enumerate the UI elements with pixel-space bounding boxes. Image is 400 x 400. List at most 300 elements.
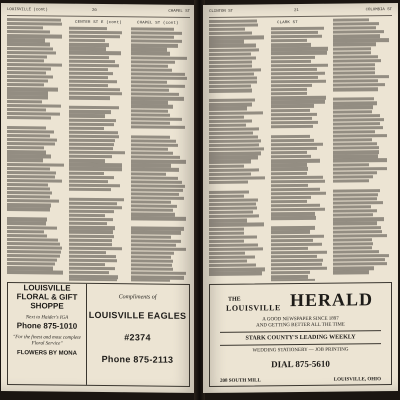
listing-line bbox=[131, 143, 178, 147]
herald-tagline-1: A GOOD NEWSPAPER SINCE 1897 bbox=[262, 316, 339, 323]
floral-location: Next to Haider's IGA bbox=[25, 315, 69, 321]
listing-line bbox=[271, 163, 307, 167]
listing-line bbox=[209, 211, 253, 215]
listing-line bbox=[271, 275, 308, 279]
listing-line bbox=[333, 134, 387, 138]
listing-line bbox=[209, 235, 257, 239]
listing-line bbox=[131, 121, 170, 125]
listing-line bbox=[271, 139, 314, 143]
listing-line bbox=[209, 36, 264, 40]
listing-line bbox=[131, 68, 172, 72]
listing-line bbox=[7, 187, 50, 191]
listing-line bbox=[7, 266, 53, 270]
listing-line bbox=[7, 230, 44, 234]
listing-line bbox=[209, 168, 259, 172]
listing-line bbox=[69, 155, 112, 159]
listing-line bbox=[271, 196, 311, 200]
left-ads-strip bbox=[7, 282, 190, 387]
floral-shoppe-ad bbox=[8, 283, 87, 385]
listing-line bbox=[333, 159, 387, 163]
listing-line bbox=[333, 110, 372, 114]
listing-line bbox=[209, 52, 251, 56]
listing-line bbox=[7, 43, 50, 47]
floral-phone: Phone 875-1010 bbox=[16, 321, 78, 331]
listing-line bbox=[7, 258, 57, 262]
listing-line bbox=[271, 88, 307, 92]
listing-line bbox=[333, 51, 371, 55]
listing-line bbox=[271, 255, 317, 259]
listing-line bbox=[131, 44, 178, 48]
listing-line bbox=[69, 147, 113, 151]
floral-name-1: LOUISVILLE bbox=[23, 283, 71, 293]
listing-line bbox=[69, 230, 113, 234]
listing-line bbox=[271, 188, 320, 192]
listing-line bbox=[209, 40, 244, 44]
herald-city: LOUISVILLE bbox=[226, 303, 281, 313]
listing-line bbox=[69, 192, 127, 198]
listing-line bbox=[7, 75, 53, 79]
listing-line bbox=[69, 126, 104, 130]
listing-line bbox=[131, 255, 171, 259]
listing-line bbox=[333, 214, 373, 218]
listing-line bbox=[209, 81, 257, 85]
listing-line bbox=[271, 184, 308, 188]
listing-line bbox=[271, 220, 329, 226]
listing-line bbox=[7, 47, 53, 51]
listing-line bbox=[7, 159, 43, 163]
listing-line bbox=[69, 175, 114, 179]
listing-line bbox=[131, 113, 170, 117]
listing-line bbox=[271, 192, 326, 196]
listing-line bbox=[271, 151, 307, 155]
listing-line bbox=[271, 179, 325, 183]
listing-line bbox=[69, 135, 119, 139]
listing-line bbox=[69, 67, 108, 71]
herald-phone: DIAL 875-5610 bbox=[271, 358, 330, 370]
listing-line bbox=[131, 139, 176, 143]
listing-line bbox=[131, 239, 181, 243]
listing-line bbox=[333, 34, 380, 38]
listing-line bbox=[69, 188, 111, 192]
listing-line bbox=[69, 251, 106, 255]
listing-line bbox=[333, 98, 374, 102]
listing-line bbox=[7, 191, 52, 195]
herald-printing: WEDDING STATIONERY — JOB PRINTING bbox=[252, 347, 349, 354]
listing-line bbox=[271, 279, 315, 281]
listing-line bbox=[271, 200, 307, 204]
listing-line bbox=[271, 112, 317, 116]
listing-line bbox=[69, 27, 107, 31]
listing-line bbox=[69, 242, 112, 246]
listing-line bbox=[7, 221, 46, 225]
listing-line bbox=[7, 150, 46, 154]
listing-line bbox=[209, 198, 258, 202]
listing-line bbox=[209, 135, 258, 139]
listing-line bbox=[7, 55, 47, 59]
listing-line bbox=[7, 126, 46, 130]
listing-line bbox=[69, 84, 108, 88]
listing-line bbox=[131, 35, 174, 39]
listing-line bbox=[271, 271, 310, 275]
listing-line bbox=[7, 138, 57, 142]
listing-line bbox=[131, 221, 189, 227]
listing-line bbox=[209, 243, 258, 247]
listing-line bbox=[69, 263, 105, 267]
left-header-left: LOUISVILLE (cont) bbox=[7, 8, 48, 13]
listing-line bbox=[209, 119, 252, 123]
listing-line bbox=[209, 144, 259, 148]
listing-line bbox=[131, 168, 179, 172]
divider bbox=[220, 343, 381, 346]
right-header-right: COLUMBIA ST bbox=[365, 8, 392, 13]
listing-line bbox=[333, 26, 376, 30]
listing-line bbox=[131, 52, 170, 56]
herald-ad bbox=[209, 282, 392, 387]
listing-line bbox=[209, 156, 258, 160]
listing-line bbox=[333, 146, 379, 150]
listing-line bbox=[7, 207, 50, 211]
listing-line bbox=[209, 215, 259, 219]
listing-line bbox=[69, 106, 119, 110]
eagles-name: LOUISVILLE EAGLES bbox=[88, 309, 187, 321]
listing-line bbox=[7, 134, 50, 138]
listing-line bbox=[69, 238, 112, 242]
listing-line bbox=[69, 47, 106, 51]
listing-line bbox=[209, 107, 247, 111]
listing-line bbox=[209, 77, 257, 81]
section-heading: CENTER ST E (cont) bbox=[75, 20, 122, 26]
right-header-left: CLINTON ST bbox=[209, 9, 234, 14]
listing-line bbox=[69, 118, 116, 122]
listing-line bbox=[333, 91, 391, 97]
listing-line bbox=[271, 84, 312, 88]
listing-line bbox=[209, 123, 246, 127]
listing-line bbox=[7, 96, 48, 100]
listing-line bbox=[69, 279, 117, 281]
listing-line bbox=[333, 75, 389, 79]
listing-line bbox=[271, 247, 308, 251]
listing-line bbox=[69, 259, 117, 263]
listing-line bbox=[7, 116, 51, 120]
section-heading: CLARK ST bbox=[277, 21, 298, 26]
listing-line bbox=[209, 164, 244, 168]
listing-line bbox=[131, 27, 174, 31]
listing-line bbox=[131, 129, 189, 135]
listing-line bbox=[131, 205, 177, 209]
listing-line bbox=[271, 92, 307, 96]
listing-line bbox=[271, 60, 311, 64]
listing-line bbox=[131, 101, 168, 105]
listing-line bbox=[333, 38, 389, 42]
listing-line bbox=[333, 163, 369, 167]
listing-line bbox=[69, 271, 109, 275]
left-header-right: CHAPEL ST bbox=[168, 9, 190, 14]
listing-line bbox=[209, 219, 247, 223]
listing-line bbox=[209, 180, 248, 184]
listing-line bbox=[333, 171, 377, 175]
listing-line bbox=[209, 44, 256, 48]
listing-line bbox=[333, 71, 375, 75]
listing-line bbox=[69, 100, 127, 106]
listing-line bbox=[333, 59, 381, 63]
listing-line bbox=[7, 83, 44, 87]
listing-line bbox=[69, 39, 105, 43]
listing-line bbox=[333, 250, 379, 254]
listing-line bbox=[7, 154, 51, 158]
listing-line bbox=[209, 127, 259, 131]
listing-line bbox=[7, 38, 45, 42]
listing-line bbox=[209, 194, 244, 198]
listing-line bbox=[69, 210, 114, 214]
listing-line bbox=[7, 108, 46, 112]
listing-line bbox=[271, 234, 324, 238]
listing-line bbox=[333, 267, 374, 271]
listing-line bbox=[7, 91, 48, 95]
listing-line bbox=[69, 183, 120, 187]
listing-line bbox=[69, 80, 117, 84]
divider bbox=[220, 330, 381, 333]
listing-line bbox=[209, 73, 254, 77]
listing-line bbox=[209, 60, 252, 64]
listing-line bbox=[209, 264, 256, 268]
listing-line bbox=[131, 172, 166, 176]
listing-line bbox=[7, 226, 57, 230]
listing-line bbox=[271, 167, 308, 171]
listing-line bbox=[131, 213, 175, 217]
herald-location: LOUISVILLE, OHIO bbox=[333, 377, 381, 383]
listing-line bbox=[209, 260, 247, 264]
listing-line bbox=[209, 93, 267, 99]
listing-line bbox=[131, 135, 170, 139]
listing-line bbox=[69, 122, 114, 126]
listing-line bbox=[209, 223, 264, 227]
herald-the: THE bbox=[228, 296, 241, 303]
listing-line bbox=[271, 212, 315, 216]
listing-line bbox=[131, 259, 173, 263]
listing-line bbox=[69, 275, 118, 279]
listing-line bbox=[131, 80, 167, 84]
left-page-header bbox=[7, 7, 190, 18]
listing-line bbox=[271, 159, 320, 163]
listing-line bbox=[131, 48, 167, 52]
listing-line bbox=[209, 19, 257, 23]
listing-line bbox=[333, 47, 371, 51]
listing-line bbox=[271, 55, 315, 59]
listing-line bbox=[333, 22, 379, 26]
listing-line bbox=[333, 234, 387, 238]
listing-line bbox=[333, 226, 381, 230]
listing-line bbox=[333, 246, 372, 250]
listing-line bbox=[271, 43, 311, 47]
listing-line bbox=[271, 155, 311, 159]
listing-line bbox=[209, 131, 253, 135]
listing-line bbox=[7, 120, 65, 126]
listing-line bbox=[7, 171, 56, 175]
listing-line bbox=[209, 103, 252, 107]
floral-name-2: FLORAL & GIFT bbox=[16, 292, 78, 302]
listing-line bbox=[7, 262, 55, 266]
listing-line bbox=[271, 63, 328, 67]
eagles-ad bbox=[86, 284, 189, 386]
listing-line bbox=[209, 207, 257, 211]
listing-line bbox=[333, 88, 378, 92]
listing-line bbox=[271, 125, 313, 129]
right-page-header bbox=[209, 7, 392, 18]
listing-line bbox=[209, 99, 255, 103]
listing-line bbox=[131, 251, 174, 255]
listing-line bbox=[131, 176, 178, 180]
listing-line bbox=[209, 247, 263, 251]
listing-line bbox=[69, 222, 107, 226]
listing-line bbox=[7, 238, 58, 242]
listing-line bbox=[7, 100, 42, 104]
listing-line bbox=[209, 176, 265, 180]
listing-line bbox=[7, 217, 47, 221]
listing-line bbox=[333, 150, 379, 154]
listing-line bbox=[271, 39, 307, 43]
herald-weekly: STARK COUNTY'S LEADING WEEKLY bbox=[245, 334, 356, 342]
listing-line bbox=[69, 234, 114, 238]
listing-line bbox=[271, 230, 310, 234]
listing-line bbox=[333, 175, 373, 179]
listing-line bbox=[333, 179, 369, 183]
listing-line bbox=[7, 212, 65, 218]
listing-line bbox=[69, 226, 115, 230]
listing-line bbox=[209, 184, 267, 190]
left-column-1 bbox=[7, 18, 65, 281]
floral-slogan: "For the finest and most complete Floral Service" bbox=[13, 335, 81, 347]
listing-line bbox=[333, 262, 387, 266]
listing-line bbox=[69, 88, 120, 92]
floral-owner: FLOWERS BY MONA bbox=[17, 350, 77, 357]
listing-line bbox=[333, 126, 383, 130]
listing-line bbox=[271, 204, 320, 208]
listing-line bbox=[271, 242, 322, 246]
listing-line bbox=[209, 32, 252, 36]
listing-line bbox=[271, 31, 318, 35]
listing-line bbox=[69, 159, 105, 163]
listing-line bbox=[131, 235, 171, 239]
listing-line bbox=[271, 51, 327, 55]
listing-line bbox=[131, 64, 168, 68]
listing-line bbox=[7, 87, 58, 91]
listing-line bbox=[131, 156, 180, 160]
listing-line bbox=[69, 139, 115, 143]
listing-line bbox=[209, 227, 244, 231]
listing-line bbox=[131, 263, 172, 267]
listing-line bbox=[209, 256, 255, 260]
listing-line bbox=[209, 56, 256, 60]
listing-line bbox=[271, 35, 322, 39]
listing-line bbox=[7, 51, 56, 55]
listing-line bbox=[271, 100, 325, 104]
listing-line bbox=[131, 192, 179, 196]
listing-line bbox=[333, 167, 387, 171]
listing-line bbox=[209, 231, 244, 235]
herald-tagline-2: AND GETTING BETTER ALL THE TIME bbox=[256, 322, 345, 329]
listing-line bbox=[271, 121, 318, 125]
listing-line bbox=[69, 72, 113, 76]
left-column-3 bbox=[131, 19, 189, 282]
listing-line bbox=[7, 183, 48, 187]
listing-line bbox=[333, 230, 382, 234]
listing-line bbox=[271, 80, 326, 84]
listing-line bbox=[69, 59, 115, 63]
listing-line bbox=[7, 234, 47, 238]
listing-line bbox=[271, 104, 314, 108]
listing-line bbox=[333, 130, 375, 134]
listing-line bbox=[7, 26, 43, 30]
listing-line bbox=[271, 238, 313, 242]
eagles-number: #2374 bbox=[124, 332, 151, 343]
listing-line bbox=[271, 208, 325, 212]
listing-line bbox=[209, 24, 258, 28]
listing-line bbox=[271, 129, 329, 135]
listing-line bbox=[131, 105, 173, 109]
listing-line bbox=[209, 111, 263, 115]
listing-line bbox=[69, 76, 108, 80]
listing-line bbox=[69, 143, 114, 147]
listing-line bbox=[271, 171, 307, 175]
listing-line bbox=[131, 209, 173, 213]
listing-line bbox=[271, 226, 315, 230]
listing-line bbox=[209, 89, 252, 93]
right-page bbox=[203, 3, 398, 393]
listing-line bbox=[131, 231, 181, 235]
listing-line bbox=[333, 271, 369, 275]
listing-line bbox=[7, 79, 48, 83]
left-header-page-number: 20 bbox=[92, 8, 97, 13]
floral-name-3: SHOPPE bbox=[30, 301, 64, 311]
listing-line bbox=[333, 242, 373, 246]
listing-line bbox=[209, 28, 245, 32]
right-column-2 bbox=[271, 19, 329, 282]
listing-line bbox=[7, 30, 50, 34]
listing-line bbox=[7, 270, 63, 274]
listing-line bbox=[209, 190, 249, 194]
listing-line bbox=[131, 60, 175, 64]
listing-line bbox=[333, 106, 373, 110]
listing-line bbox=[333, 114, 380, 118]
listing-line bbox=[131, 89, 169, 93]
listing-line bbox=[333, 122, 380, 126]
listing-line bbox=[209, 239, 244, 243]
listing-line bbox=[333, 238, 372, 242]
listing-line bbox=[7, 67, 51, 71]
listing-line bbox=[333, 142, 377, 146]
listing-line bbox=[7, 142, 55, 146]
listing-line bbox=[7, 195, 50, 199]
listing-line bbox=[69, 63, 119, 67]
listing-line bbox=[333, 18, 369, 22]
listing-line bbox=[333, 55, 378, 59]
listing-line bbox=[7, 71, 46, 75]
listing-line bbox=[333, 222, 377, 226]
right-header-page-number: 21 bbox=[294, 9, 299, 14]
listing-line bbox=[333, 67, 375, 71]
listing-line bbox=[333, 43, 376, 47]
herald-masthead: HERALD bbox=[290, 289, 374, 311]
listing-line bbox=[7, 130, 54, 134]
listing-line bbox=[7, 146, 44, 150]
listing-line bbox=[131, 164, 171, 168]
listing-line bbox=[69, 35, 120, 39]
right-column-1 bbox=[209, 19, 267, 282]
listing-line bbox=[69, 255, 116, 259]
listing-line bbox=[333, 205, 371, 209]
listing-line bbox=[333, 183, 391, 189]
listing-line bbox=[333, 189, 380, 193]
